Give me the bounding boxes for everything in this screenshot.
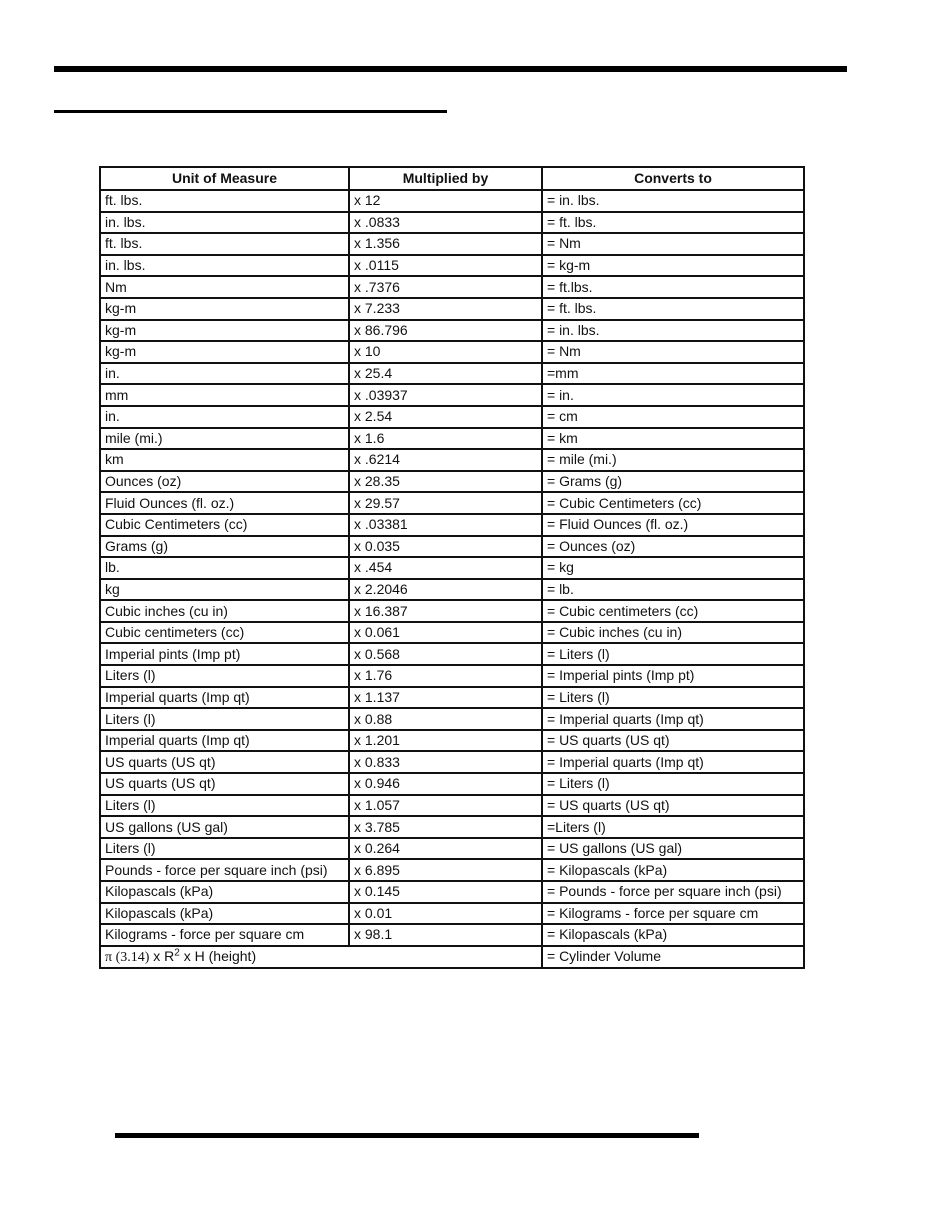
unit-cell: mm [100, 384, 349, 406]
unit-cell: mile (mi.) [100, 428, 349, 450]
multiplier-cell: x 28.35 [349, 471, 542, 493]
multiplier-cell: x 0.01 [349, 903, 542, 925]
converts-to-cell: = ft. lbs. [542, 298, 804, 320]
header-rule [54, 110, 447, 113]
converts-to-cell: = Imperial quarts (Imp qt) [542, 708, 804, 730]
table-row [100, 924, 804, 946]
multiplier-cell: x .03937 [349, 384, 542, 406]
conversion-table-container [99, 166, 803, 969]
unit-cell: Cubic Centimeters (cc) [100, 514, 349, 536]
multiplier-cell: x 2.54 [349, 406, 542, 428]
table-row [100, 838, 804, 860]
table-row [100, 233, 804, 255]
table-row [100, 859, 804, 881]
table-row [100, 471, 804, 493]
converts-to-cell: = Liters (l) [542, 643, 804, 665]
table-row [100, 341, 804, 363]
multiplier-cell: x 1.057 [349, 795, 542, 817]
multiplier-cell: x 3.785 [349, 816, 542, 838]
multiplier-cell: x 0.061 [349, 622, 542, 644]
cylinder-formula [100, 946, 542, 968]
converts-to-cell: = cm [542, 406, 804, 428]
formula-radius: x R [149, 947, 175, 964]
cylinder-volume-row [100, 946, 804, 968]
multiplier-cell: x 2.2046 [349, 579, 542, 601]
top-rule [54, 66, 847, 72]
converts-to-cell: = Kilograms - force per square cm [542, 903, 804, 925]
converts-to-cell: = Cubic inches (cu in) [542, 622, 804, 644]
header-unit-of-measure: Unit of Measure [100, 167, 349, 190]
unit-cell: Grams (g) [100, 536, 349, 558]
unit-cell: kg [100, 579, 349, 601]
converts-to-cell: = Nm [542, 233, 804, 255]
multiplier-cell: x .6214 [349, 449, 542, 471]
unit-cell: in. lbs. [100, 255, 349, 277]
formula-height: x H (height) [179, 947, 257, 964]
multiplier-cell: x 0.88 [349, 708, 542, 730]
converts-to-cell: = Liters (l) [542, 773, 804, 795]
header-multiplied-by: Multiplied by [349, 167, 542, 190]
table-row [100, 622, 804, 644]
table-row [100, 795, 804, 817]
formula-exponent: 2 [174, 947, 180, 959]
unit-cell: Fluid Ounces (fl. oz.) [100, 492, 349, 514]
converts-to-cell: = Nm [542, 341, 804, 363]
converts-to-cell: = kg [542, 557, 804, 579]
multiplier-cell: x 0.946 [349, 773, 542, 795]
table-row [100, 190, 804, 212]
table-row [100, 579, 804, 601]
converts-to-cell: = Grams (g) [542, 471, 804, 493]
multiplier-cell: x 7.233 [349, 298, 542, 320]
table-row [100, 536, 804, 558]
unit-cell: Cubic centimeters (cc) [100, 622, 349, 644]
multiplier-cell: x .03381 [349, 514, 542, 536]
unit-cell: US quarts (US qt) [100, 751, 349, 773]
converts-to-cell: = in. lbs. [542, 320, 804, 342]
unit-cell: Kilograms - force per square cm [100, 924, 349, 946]
unit-cell: ft. lbs. [100, 233, 349, 255]
table-row [100, 665, 804, 687]
table-row [100, 276, 804, 298]
multiplier-cell: x 6.895 [349, 859, 542, 881]
table-row [100, 816, 804, 838]
converts-to-cell: = Ounces (oz) [542, 536, 804, 558]
converts-to-cell: = ft.lbs. [542, 276, 804, 298]
converts-to-cell: = ft. lbs. [542, 212, 804, 234]
converts-to-cell: = Imperial pints (Imp pt) [542, 665, 804, 687]
multiplier-cell: x 12 [349, 190, 542, 212]
table-row [100, 363, 804, 385]
unit-cell: Kilopascals (kPa) [100, 881, 349, 903]
multiplier-cell: x .0115 [349, 255, 542, 277]
multiplier-cell: x 0.833 [349, 751, 542, 773]
table-row [100, 514, 804, 536]
converts-to-cell: = Cubic centimeters (cc) [542, 600, 804, 622]
unit-cell: in. [100, 406, 349, 428]
unit-cell: Liters (l) [100, 838, 349, 860]
converts-to-cell: = US gallons (US gal) [542, 838, 804, 860]
table-row [100, 643, 804, 665]
multiplier-cell: x 10 [349, 341, 542, 363]
table-row [100, 428, 804, 450]
unit-cell: kg-m [100, 341, 349, 363]
multiplier-cell: x 16.387 [349, 600, 542, 622]
unit-cell: Pounds - force per square inch (psi) [100, 859, 349, 881]
table-row [100, 730, 804, 752]
multiplier-cell: x .454 [349, 557, 542, 579]
unit-cell: ft. lbs. [100, 190, 349, 212]
converts-to-cell: =Liters (l) [542, 816, 804, 838]
multiplier-cell: x .0833 [349, 212, 542, 234]
unit-cell: Liters (l) [100, 708, 349, 730]
multiplier-cell: x 0.568 [349, 643, 542, 665]
table-body [100, 190, 804, 946]
unit-cell: Liters (l) [100, 795, 349, 817]
converts-to-cell: = Kilopascals (kPa) [542, 924, 804, 946]
converts-to-cell: = in. [542, 384, 804, 406]
table-row [100, 773, 804, 795]
table-row [100, 406, 804, 428]
multiplier-cell: x 1.137 [349, 687, 542, 709]
unit-cell: Ounces (oz) [100, 471, 349, 493]
converts-to-cell: = Pounds - force per square inch (psi) [542, 881, 804, 903]
cylinder-result: = Cylinder Volume [542, 946, 804, 968]
converts-to-cell: =mm [542, 363, 804, 385]
unit-cell: in. [100, 363, 349, 385]
table-header-row [100, 167, 804, 190]
table-row [100, 212, 804, 234]
multiplier-cell: x 98.1 [349, 924, 542, 946]
multiplier-cell: x 0.264 [349, 838, 542, 860]
converts-to-cell: = lb. [542, 579, 804, 601]
unit-cell: US gallons (US gal) [100, 816, 349, 838]
conversion-table [99, 166, 805, 969]
converts-to-cell: = US quarts (US qt) [542, 795, 804, 817]
unit-cell: lb. [100, 557, 349, 579]
table-row [100, 255, 804, 277]
multiplier-cell: x 1.76 [349, 665, 542, 687]
unit-cell: kg-m [100, 320, 349, 342]
converts-to-cell: = Imperial quarts (Imp qt) [542, 751, 804, 773]
table-row [100, 687, 804, 709]
converts-to-cell: = Liters (l) [542, 687, 804, 709]
unit-cell: Cubic inches (cu in) [100, 600, 349, 622]
table-row [100, 751, 804, 773]
multiplier-cell: x 1.6 [349, 428, 542, 450]
multiplier-cell: x 29.57 [349, 492, 542, 514]
converts-to-cell: = Kilopascals (kPa) [542, 859, 804, 881]
table-row [100, 708, 804, 730]
multiplier-cell: x 0.035 [349, 536, 542, 558]
table-row [100, 492, 804, 514]
unit-cell: in. lbs. [100, 212, 349, 234]
multiplier-cell: x 25.4 [349, 363, 542, 385]
unit-cell: Imperial quarts (Imp qt) [100, 687, 349, 709]
unit-cell: Imperial quarts (Imp qt) [100, 730, 349, 752]
table-row [100, 449, 804, 471]
multiplier-cell: x 1.201 [349, 730, 542, 752]
multiplier-cell: x 1.356 [349, 233, 542, 255]
bottom-rule [115, 1133, 699, 1138]
table-row [100, 903, 804, 925]
unit-cell: US quarts (US qt) [100, 773, 349, 795]
converts-to-cell: = km [542, 428, 804, 450]
unit-cell: Nm [100, 276, 349, 298]
header-converts-to: Converts to [542, 167, 804, 190]
table-row [100, 384, 804, 406]
table-row [100, 600, 804, 622]
unit-cell: Liters (l) [100, 665, 349, 687]
converts-to-cell: = Cubic Centimeters (cc) [542, 492, 804, 514]
table-row [100, 320, 804, 342]
multiplier-cell: x 86.796 [349, 320, 542, 342]
unit-cell: kg-m [100, 298, 349, 320]
table-row [100, 557, 804, 579]
table-row [100, 881, 804, 903]
pi-symbol: π (3.14) [105, 949, 150, 965]
converts-to-cell: = kg-m [542, 255, 804, 277]
multiplier-cell: x 0.145 [349, 881, 542, 903]
unit-cell: km [100, 449, 349, 471]
converts-to-cell: = US quarts (US qt) [542, 730, 804, 752]
multiplier-cell: x .7376 [349, 276, 542, 298]
converts-to-cell: = in. lbs. [542, 190, 804, 212]
converts-to-cell: = Fluid Ounces (fl. oz.) [542, 514, 804, 536]
unit-cell: Kilopascals (kPa) [100, 903, 349, 925]
converts-to-cell: = mile (mi.) [542, 449, 804, 471]
unit-cell: Imperial pints (Imp pt) [100, 643, 349, 665]
table-row [100, 298, 804, 320]
